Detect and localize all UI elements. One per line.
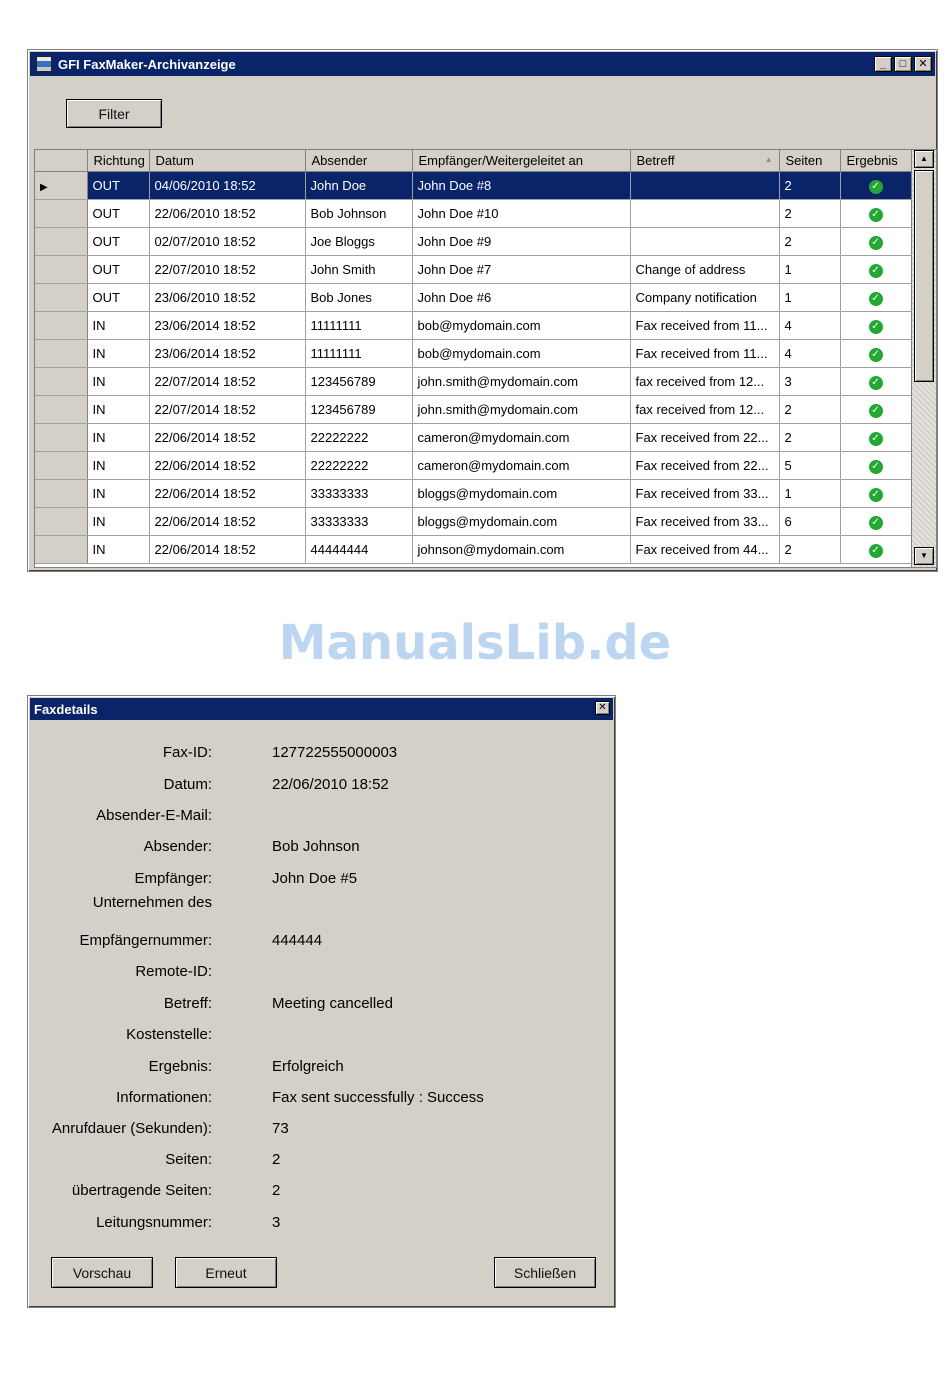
- cell-betreff: Fax received from 11...: [630, 340, 779, 368]
- row-header: [35, 172, 87, 200]
- cell-betreff: Fax received from 33...: [630, 508, 779, 536]
- cell-empfaenger: John Doe #6: [412, 284, 630, 312]
- cell-empfaenger: John Doe #9: [412, 228, 630, 256]
- cell-betreff: Fax received from 11...: [630, 312, 779, 340]
- cell-seiten: 3: [779, 368, 840, 396]
- sort-ascending-icon: ▲: [764, 155, 773, 164]
- faxdetails-titlebar: [30, 698, 613, 720]
- cell-ergebnis: [840, 312, 911, 340]
- cell-richtung: OUT: [87, 228, 149, 256]
- cell-betreff: [630, 228, 779, 256]
- cell-absender: 123456789: [305, 368, 412, 396]
- success-check-icon: ✓: [869, 432, 883, 446]
- table-row[interactable]: [35, 256, 911, 284]
- archive-window: [27, 49, 938, 572]
- cell-empfaenger: cameron@mydomain.com: [412, 452, 630, 480]
- cell-seiten: 2: [779, 200, 840, 228]
- detail-field-label: Empfängernummer:: [79, 932, 212, 949]
- detail-field-row: [28, 744, 588, 766]
- detail-field-label: Informationen:: [116, 1089, 212, 1106]
- success-check-icon: ✓: [869, 544, 883, 558]
- detail-field-row: [28, 932, 588, 954]
- detail-field-label: Empfänger:: [134, 870, 212, 887]
- column-header-empfaenger[interactable]: Empfänger/Weitergeleitet an: [412, 150, 630, 172]
- cell-seiten: 1: [779, 256, 840, 284]
- cell-betreff: Fax received from 22...: [630, 452, 779, 480]
- maximize-icon[interactable]: □: [894, 56, 912, 72]
- cell-empfaenger: johnson@mydomain.com: [412, 536, 630, 564]
- cell-ergebnis: [840, 424, 911, 452]
- success-check-icon: ✓: [869, 488, 883, 502]
- cell-betreff: [630, 200, 779, 228]
- cell-absender: 11111111: [305, 340, 412, 368]
- detail-field-row: [28, 1214, 588, 1236]
- watermark: ManualsLib.de: [278, 615, 672, 671]
- detail-field-label: Kostenstelle:: [126, 1026, 212, 1043]
- detail-field-value: 2: [272, 1182, 281, 1199]
- cell-datum: 22/06/2014 18:52: [149, 480, 305, 508]
- row-header: [35, 368, 87, 396]
- cell-empfaenger: john.smith@mydomain.com: [412, 396, 630, 424]
- faxmaker-app-icon: [36, 56, 52, 72]
- cell-richtung: IN: [87, 312, 149, 340]
- detail-field-label: Ergebnis:: [148, 1058, 212, 1075]
- row-header: [35, 396, 87, 424]
- fax-archive-grid: [34, 149, 937, 568]
- column-header-datum[interactable]: Datum: [149, 150, 305, 172]
- cell-richtung: IN: [87, 340, 149, 368]
- cell-ergebnis: [840, 452, 911, 480]
- cell-absender: Joe Bloggs: [305, 228, 412, 256]
- row-header: [35, 508, 87, 536]
- success-check-icon: ✓: [869, 208, 883, 222]
- close-icon[interactable]: ✕: [914, 56, 932, 72]
- cell-datum: 22/07/2014 18:52: [149, 368, 305, 396]
- faxdetails-title: Faxdetails: [34, 701, 98, 717]
- archive-titlebar: [30, 52, 935, 76]
- detail-field-row: [28, 870, 588, 892]
- detail-field-label: Anrufdauer (Sekunden):: [51, 1120, 212, 1137]
- faxdetails-window: [27, 695, 616, 1308]
- resend-button[interactable]: Erneut: [175, 1257, 277, 1288]
- detail-field-value: 73: [272, 1120, 289, 1137]
- row-header: [35, 312, 87, 340]
- cell-empfaenger: John Doe #10: [412, 200, 630, 228]
- cell-empfaenger: bloggs@mydomain.com: [412, 508, 630, 536]
- cell-seiten: 2: [779, 424, 840, 452]
- cell-betreff: Fax received from 33...: [630, 480, 779, 508]
- cell-absender: Bob Johnson: [305, 200, 412, 228]
- cell-ergebnis: [840, 368, 911, 396]
- cell-betreff: Fax received from 22...: [630, 424, 779, 452]
- cell-absender: 22222222: [305, 424, 412, 452]
- cell-datum: 23/06/2014 18:52: [149, 312, 305, 340]
- row-header: [35, 228, 87, 256]
- detail-field-label: Remote-ID:: [135, 963, 212, 980]
- preview-button[interactable]: Vorschau: [51, 1257, 153, 1288]
- cell-richtung: IN: [87, 480, 149, 508]
- table-header-row: [35, 150, 911, 172]
- cell-seiten: 1: [779, 284, 840, 312]
- cell-ergebnis: [840, 200, 911, 228]
- cell-seiten: 6: [779, 508, 840, 536]
- detail-field-row: [28, 776, 588, 798]
- detail-field-label: übertragende Seiten:: [71, 1182, 212, 1199]
- success-check-icon: ✓: [869, 180, 883, 194]
- row-header: [35, 452, 87, 480]
- row-header: [35, 536, 87, 564]
- cell-empfaenger: bob@mydomain.com: [412, 340, 630, 368]
- cell-absender: 44444444: [305, 536, 412, 564]
- cell-datum: 22/06/2010 18:52: [149, 200, 305, 228]
- detail-field-value: Fax sent successfully : Success: [272, 1089, 484, 1106]
- cell-datum: 22/06/2014 18:52: [149, 508, 305, 536]
- cell-absender: John Doe: [305, 172, 412, 200]
- cell-datum: 22/06/2014 18:52: [149, 536, 305, 564]
- cell-absender: 33333333: [305, 480, 412, 508]
- column-header-betreff-label: Betreff: [636, 153, 675, 168]
- detail-field-label: Seiten:: [165, 1151, 212, 1168]
- table-row[interactable]: [35, 368, 911, 396]
- cell-seiten: 5: [779, 452, 840, 480]
- cell-richtung: OUT: [87, 284, 149, 312]
- scroll-down-icon[interactable]: ▼: [914, 547, 934, 565]
- success-check-icon: ✓: [869, 376, 883, 390]
- cell-datum: 22/06/2014 18:52: [149, 424, 305, 452]
- column-header-seiten[interactable]: Seiten: [779, 150, 840, 172]
- close-icon[interactable]: ✕: [595, 701, 610, 715]
- detail-field-row: [28, 963, 588, 985]
- cell-ergebnis: [840, 536, 911, 564]
- close-button[interactable]: Schließen: [494, 1257, 596, 1288]
- detail-field-value: Erfolgreich: [272, 1058, 344, 1075]
- cell-ergebnis: [840, 256, 911, 284]
- scrollbar-thumb[interactable]: [914, 170, 934, 382]
- success-check-icon: ✓: [869, 516, 883, 530]
- cell-empfaenger: cameron@mydomain.com: [412, 424, 630, 452]
- cell-richtung: IN: [87, 396, 149, 424]
- cell-absender: 11111111: [305, 312, 412, 340]
- cell-seiten: 2: [779, 536, 840, 564]
- cell-seiten: 4: [779, 312, 840, 340]
- cell-seiten: 2: [779, 228, 840, 256]
- cell-absender: 22222222: [305, 452, 412, 480]
- scroll-up-icon[interactable]: ▲: [914, 150, 934, 168]
- cell-ergebnis: [840, 284, 911, 312]
- filter-button[interactable]: Filter: [66, 99, 162, 128]
- cell-datum: 02/07/2010 18:52: [149, 228, 305, 256]
- cell-seiten: 2: [779, 396, 840, 424]
- cell-ergebnis: [840, 228, 911, 256]
- success-check-icon: ✓: [869, 460, 883, 474]
- detail-field-value: 22/06/2010 18:52: [272, 776, 389, 793]
- table-row[interactable]: [35, 284, 911, 312]
- cell-empfaenger: john.smith@mydomain.com: [412, 368, 630, 396]
- table-row[interactable]: [35, 452, 911, 480]
- table-row[interactable]: [35, 508, 911, 536]
- cell-betreff: Company notification: [630, 284, 779, 312]
- column-header-betreff[interactable]: [630, 150, 779, 172]
- cell-seiten: 4: [779, 340, 840, 368]
- cell-datum: 04/06/2010 18:52: [149, 172, 305, 200]
- detail-field-row: [28, 1182, 588, 1204]
- detail-field-label: Leitungsnummer:: [96, 1214, 212, 1231]
- cell-datum: 22/07/2014 18:52: [149, 396, 305, 424]
- table-row[interactable]: [35, 340, 911, 368]
- fax-table: [35, 150, 912, 564]
- cell-datum: 22/07/2010 18:52: [149, 256, 305, 284]
- cell-ergebnis: [840, 172, 911, 200]
- detail-field-row: [28, 995, 588, 1017]
- detail-field-value: 3: [272, 1214, 281, 1231]
- success-check-icon: ✓: [869, 292, 883, 306]
- cell-empfaenger: bob@mydomain.com: [412, 312, 630, 340]
- detail-field-label: Absender-E-Mail:: [96, 807, 212, 824]
- table-body: [35, 172, 911, 564]
- detail-field-row: [28, 894, 588, 916]
- cell-datum: 22/06/2014 18:52: [149, 452, 305, 480]
- detail-field-row: [28, 1058, 588, 1080]
- cell-richtung: IN: [87, 424, 149, 452]
- cell-empfaenger: John Doe #7: [412, 256, 630, 284]
- row-header: [35, 284, 87, 312]
- detail-field-value: Bob Johnson: [272, 838, 360, 855]
- row-header: [35, 256, 87, 284]
- detail-field-row: [28, 838, 588, 860]
- cell-datum: 23/06/2014 18:52: [149, 340, 305, 368]
- detail-field-value: 127722555000003: [272, 744, 398, 761]
- success-check-icon: ✓: [869, 404, 883, 418]
- detail-field-value: Meeting cancelled: [272, 995, 393, 1012]
- row-header: [35, 340, 87, 368]
- row-header: [35, 480, 87, 508]
- cell-richtung: OUT: [87, 256, 149, 284]
- cell-betreff: fax received from 12...: [630, 396, 779, 424]
- column-header-richtung[interactable]: Richtung: [87, 150, 149, 172]
- table-row[interactable]: [35, 228, 911, 256]
- detail-field-label: Absender:: [143, 838, 212, 855]
- success-check-icon: ✓: [869, 320, 883, 334]
- cell-ergebnis: [840, 480, 911, 508]
- detail-field-label: Betreff:: [163, 995, 212, 1012]
- cell-seiten: 2: [779, 172, 840, 200]
- detail-field-row: [28, 1089, 588, 1111]
- cell-datum: 23/06/2010 18:52: [149, 284, 305, 312]
- cell-empfaenger: John Doe #8: [412, 172, 630, 200]
- cell-ergebnis: [840, 396, 911, 424]
- detail-field-label: Unternehmen des: [92, 894, 212, 911]
- table-row[interactable]: [35, 480, 911, 508]
- detail-field-row: [28, 1151, 588, 1173]
- table-row[interactable]: [35, 536, 911, 564]
- detail-field-row: [28, 1026, 588, 1048]
- cell-betreff: Change of address: [630, 256, 779, 284]
- cell-richtung: IN: [87, 452, 149, 480]
- cell-betreff: [630, 172, 779, 200]
- detail-field-value: 444444: [272, 932, 323, 949]
- cell-ergebnis: [840, 508, 911, 536]
- detail-field-value: John Doe #5: [272, 870, 358, 887]
- cell-absender: Bob Jones: [305, 284, 412, 312]
- column-header-ergebnis[interactable]: Ergebnis: [840, 150, 911, 172]
- table-row[interactable]: [35, 396, 911, 424]
- cell-betreff: Fax received from 44...: [630, 536, 779, 564]
- row-header-corner: [35, 150, 87, 172]
- cell-absender: 123456789: [305, 396, 412, 424]
- row-header: [35, 200, 87, 228]
- minimize-icon[interactable]: _: [874, 56, 892, 72]
- cell-seiten: 1: [779, 480, 840, 508]
- table-row[interactable]: [35, 172, 911, 200]
- table-row[interactable]: [35, 200, 911, 228]
- detail-field-label: Fax-ID:: [162, 744, 212, 761]
- detail-field-row: [28, 1120, 588, 1142]
- cell-richtung: IN: [87, 536, 149, 564]
- cell-richtung: OUT: [87, 200, 149, 228]
- detail-field-label: Datum:: [163, 776, 212, 793]
- cell-absender: 33333333: [305, 508, 412, 536]
- table-row[interactable]: [35, 312, 911, 340]
- cell-empfaenger: bloggs@mydomain.com: [412, 480, 630, 508]
- success-check-icon: ✓: [869, 236, 883, 250]
- vertical-scrollbar[interactable]: [911, 150, 936, 567]
- success-check-icon: ✓: [869, 348, 883, 362]
- cell-richtung: IN: [87, 508, 149, 536]
- detail-field-value: 2: [272, 1151, 281, 1168]
- cell-ergebnis: [840, 340, 911, 368]
- archive-title: GFI FaxMaker-Archivanzeige: [58, 56, 236, 72]
- cell-absender: John Smith: [305, 256, 412, 284]
- cell-betreff: fax received from 12...: [630, 368, 779, 396]
- cell-richtung: OUT: [87, 172, 149, 200]
- cell-richtung: IN: [87, 368, 149, 396]
- detail-field-row: [28, 807, 588, 829]
- column-header-absender[interactable]: Absender: [305, 150, 412, 172]
- current-row-pointer-icon: ▶: [40, 182, 48, 193]
- row-header: [35, 424, 87, 452]
- table-row[interactable]: [35, 424, 911, 452]
- success-check-icon: ✓: [869, 264, 883, 278]
